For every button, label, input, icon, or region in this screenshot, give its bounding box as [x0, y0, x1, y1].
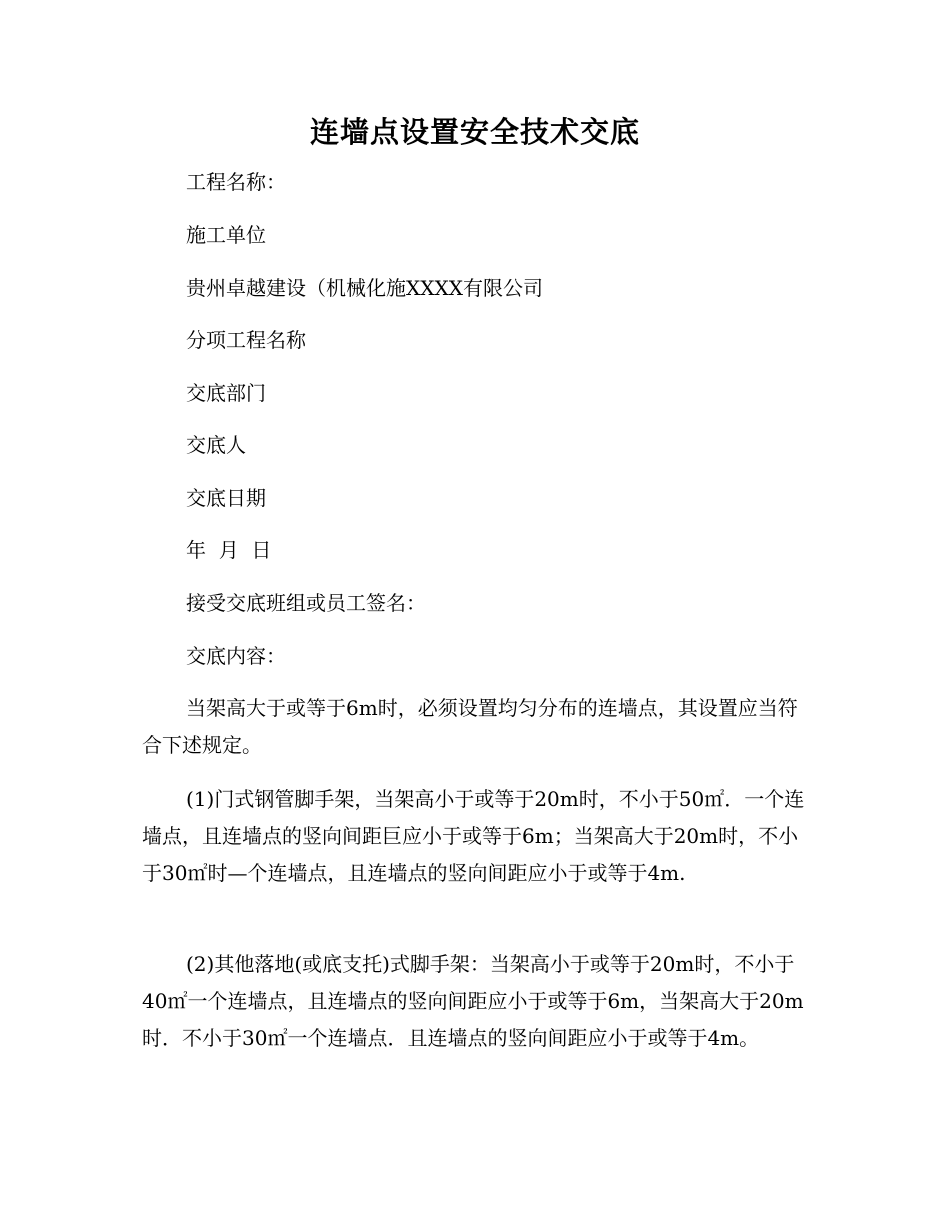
intro-paragraph: 当架高大于或等于6m时，必须设置均匀分布的连墙点，其设置应当符合下述规定。 [142, 696, 798, 757]
document-title: 连墙点设置安全技术交底 [309, 115, 640, 149]
briefing-person-label: 交底人 [186, 433, 246, 457]
briefing-date-label: 交底日期 [186, 486, 266, 510]
rule-1-paragraph: (1)门式钢管脚手架，当架高小于或等于20m时，不小于50㎡．一个连墙点，且连墙点的竖向间距巨应小于或等于6m；当架高大于20m时，不小于30㎡时—个连墙点，且连墙点的竖向间距应小于或等于4m. [142, 787, 805, 885]
date-placeholder: 年 月 日 [186, 538, 272, 562]
construction-unit-label: 施工单位 [186, 223, 266, 247]
subproject-name-label: 分项工程名称 [186, 328, 306, 352]
briefing-department-label: 交底部门 [186, 381, 266, 405]
construction-unit-value: 贵州卓越建设（机械化施XXXX有限公司 [186, 276, 543, 300]
rule-2-paragraph: (2)其他落地(或底支托)式脚手架：当架高小于或等于20m时，不小于40㎡一个连墙点，且连墙点的竖向间距应小于或等于6m，当架高大于20m时．不小于30㎡一个连墙点．且连墙点的竖向间距应小于或等于4m。 [142, 952, 804, 1050]
briefing-content-label: 交底内容： [186, 644, 286, 668]
project-name-label: 工程名称： [186, 170, 286, 194]
team-signature-label: 接受交底班组或员工签名： [186, 591, 426, 615]
